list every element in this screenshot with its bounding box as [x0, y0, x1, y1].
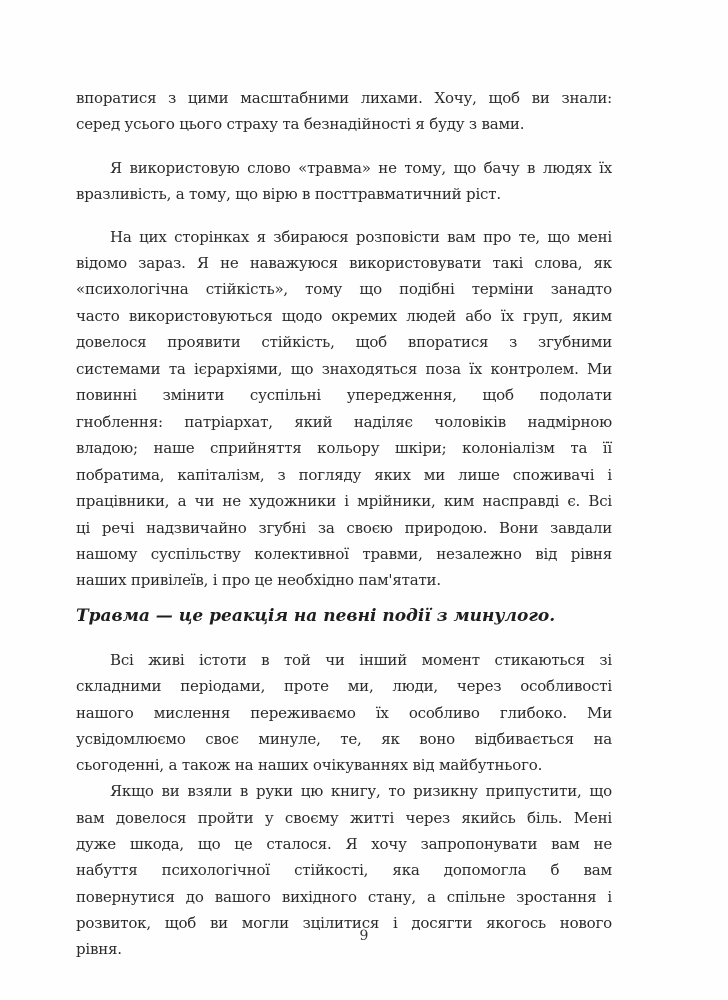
text-line: ці речі надзвичайно згубні за своєю природою. Вони завдали: [76, 519, 612, 537]
text-line: складними періодами, проте ми, люди, через особливості: [76, 677, 612, 695]
text-line: відомо зараз. Я не наважуюся використовувати такі слова, як: [76, 254, 612, 272]
text-line: розвиток, щоб ви могли зцілитися і досягти якогось нового: [76, 914, 612, 932]
text-line: довелося проявити стійкість, щоб впоратися з згубними: [76, 333, 612, 351]
text-line: Всі живі істоти в той чи інший момент стикаються зі: [110, 651, 612, 669]
text-line: усвідомлюємо своє минуле, те, як воно відбивається на: [76, 730, 612, 748]
text-line: сьогоденні, а також на наших очікуваннях від майбутнього.: [76, 756, 543, 774]
text-line: серед усього цього страху та безнадійності я буду з вами.: [76, 115, 525, 133]
text-line: повернутися до вашого вихідного стану, а спільне зростання і: [76, 888, 612, 906]
text-line: системами та ієрархіями, що знаходяться поза їх контролем. Ми: [76, 360, 612, 378]
text-line: часто використовуються щодо окремих людей або їх груп, яким: [76, 307, 612, 325]
text-line: дуже шкода, що це сталося. Я хочу запропонувати вам не: [76, 835, 612, 853]
text-line: гноблення: патріархат, який наділяє чоловіків надмірною: [76, 413, 612, 431]
text-line: «психологічна стійкість», тому що подібні терміни занадто: [76, 280, 612, 298]
text-line: повинні змінити суспільні упередження, щоб подолати: [76, 386, 612, 404]
page-number: 9: [359, 928, 369, 944]
text-line: Якщо ви взяли в руки цю книгу, то ризикну припустити, що: [110, 782, 612, 800]
text-line: набуття психологічної стійкості, яка допомогла б вам: [76, 861, 612, 879]
text-line: вам довелося пройти у своєму житті через якийсь біль. Мені: [76, 809, 612, 827]
text-line: вразливість, а тому, що вірю в посттравматичний ріст.: [76, 185, 501, 203]
text-line: Я використовую слово «травма» не тому, що бачу в людях їх: [110, 159, 612, 177]
text-line: працівники, а чи не художники і мрійники, ким насправді є. Всі: [76, 492, 612, 510]
text-line: нашому суспільству колективної травми, незалежно від рівня: [76, 545, 612, 563]
text-line: побратима, капіталізм, з погляду яких ми лише споживачі і: [76, 466, 612, 484]
text-line: нашого мислення переживаємо їх особливо глибоко. Ми: [76, 704, 612, 722]
text-line: впоратися з цими масштабними лихами. Хочу, щоб ви знали:: [76, 89, 612, 107]
section-heading: Травма — це реакція на певні події з минулого.: [76, 606, 556, 626]
text-line: рівня.: [76, 940, 122, 958]
text-line: На цих сторінках я збираюся розповісти вам про те, що мені: [110, 228, 612, 246]
text-line: наших привілеїв, і про це необхідно пам'ятати.: [76, 571, 441, 589]
text-line: владою; наше сприйняття кольору шкіри; колоніалізм та її: [76, 439, 612, 457]
